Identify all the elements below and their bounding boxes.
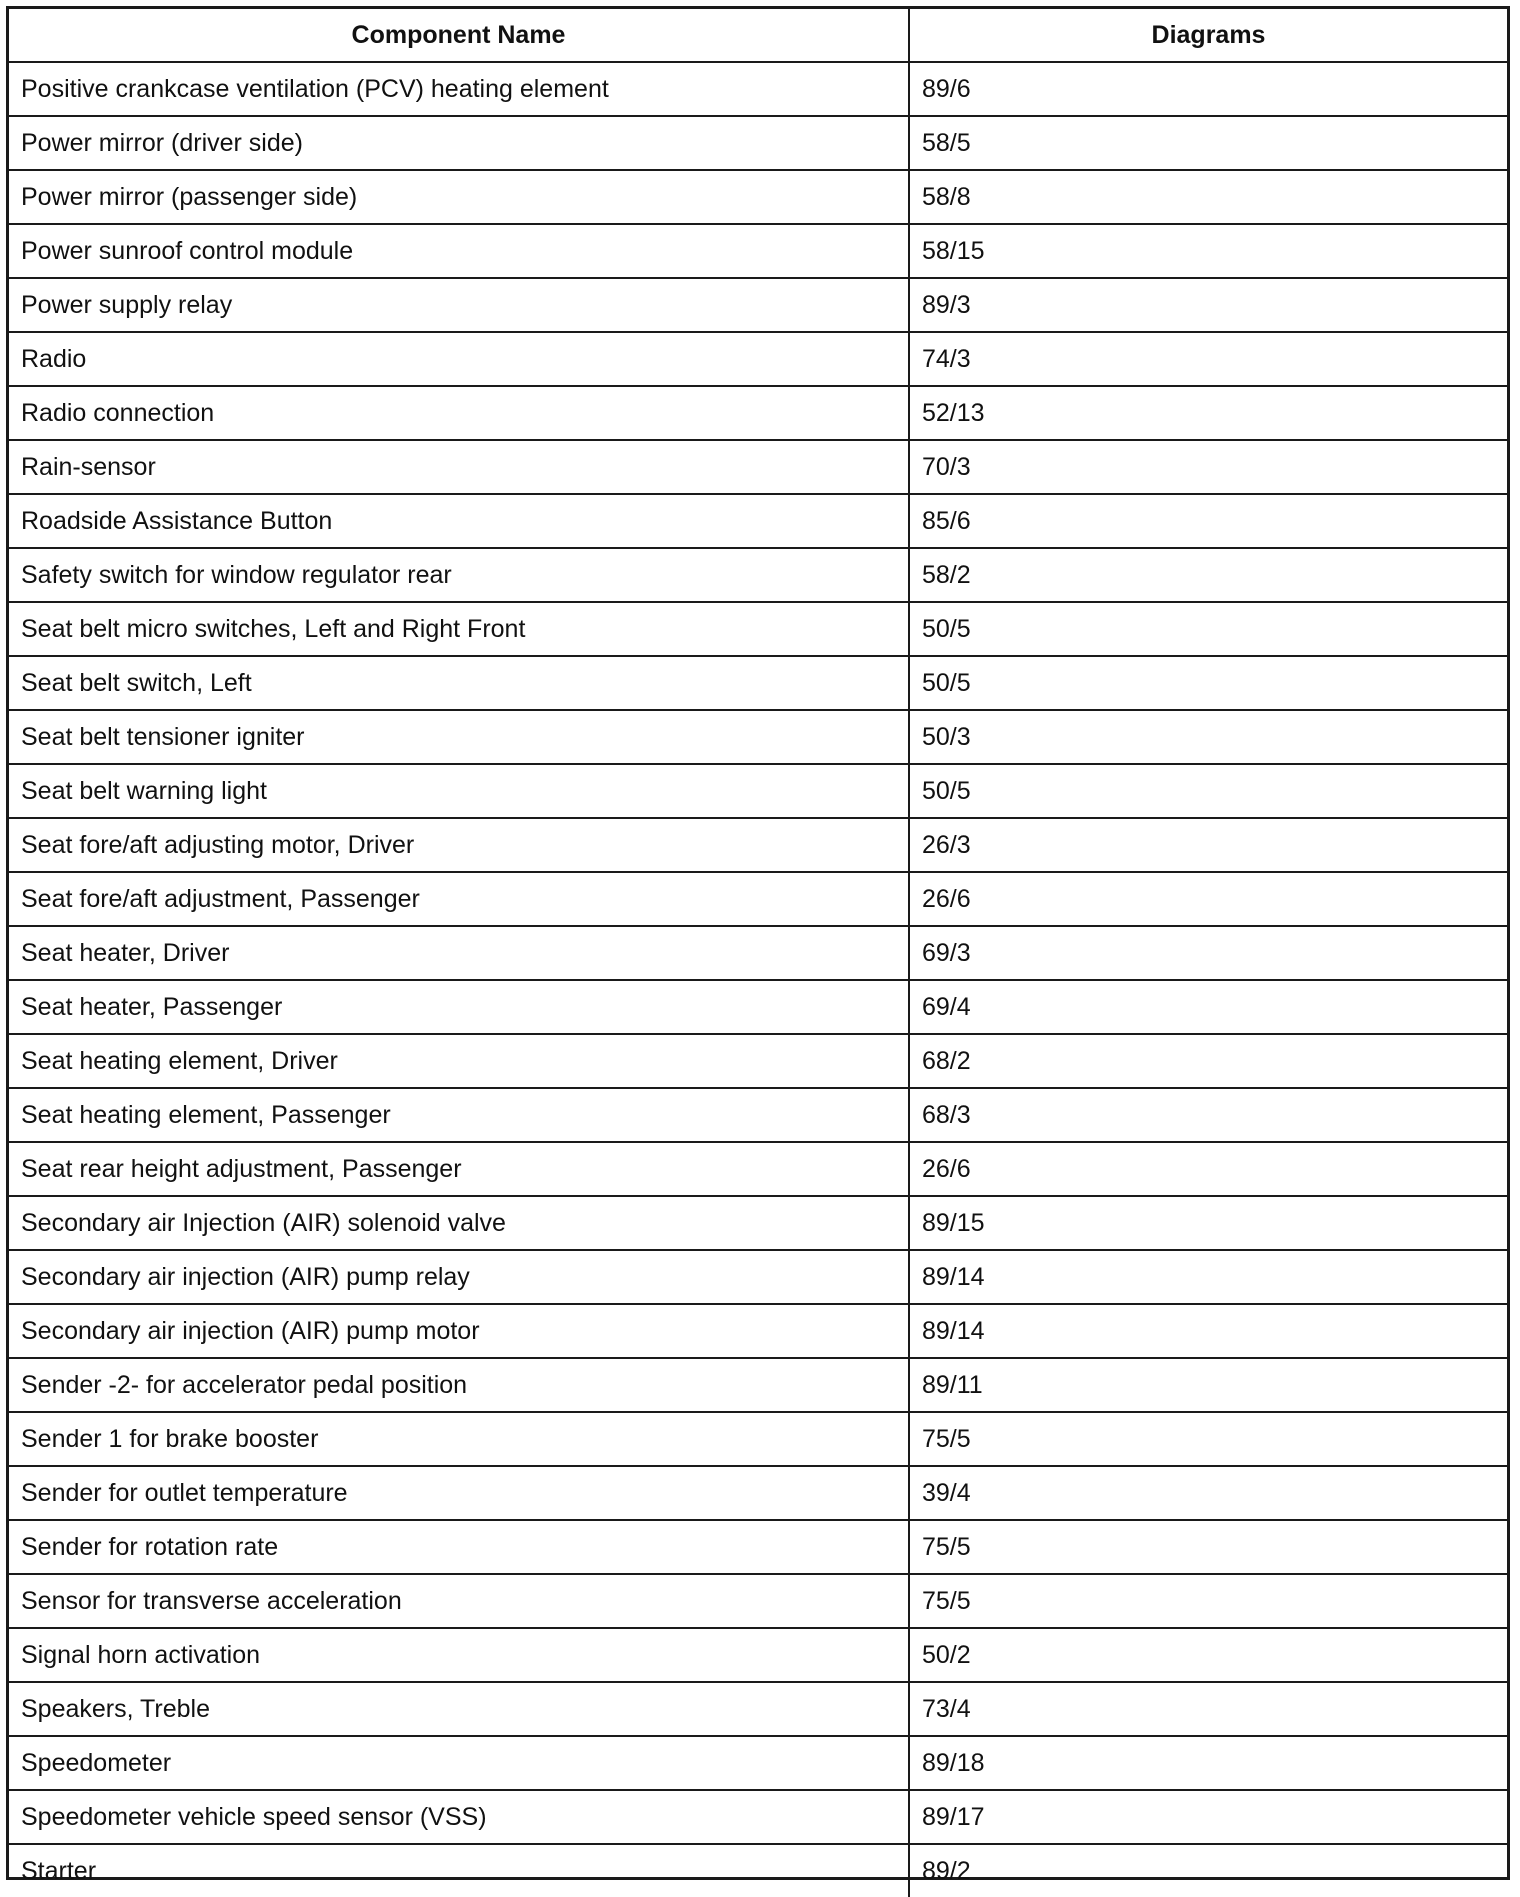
diagram-ref-cell: 26/6 (909, 1142, 1507, 1196)
diagram-ref-cell: 69/3 (909, 926, 1507, 980)
component-name-cell: Radio (9, 332, 909, 386)
diagram-ref-cell: 50/5 (909, 764, 1507, 818)
component-name-cell: Sensor for transverse acceleration (9, 1574, 909, 1628)
header-component-name: Component Name (9, 9, 909, 62)
component-name-cell: Seat heating element, Driver (9, 1034, 909, 1088)
table-row (9, 1736, 1507, 1790)
diagram-ref-cell: 58/15 (909, 224, 1507, 278)
component-name-cell: Starter (9, 1844, 909, 1897)
table-row (9, 1412, 1507, 1466)
table-row (9, 1034, 1507, 1088)
diagram-ref-cell: 85/6 (909, 494, 1507, 548)
component-name-cell: Seat belt tensioner igniter (9, 710, 909, 764)
component-name-cell: Power mirror (driver side) (9, 116, 909, 170)
diagram-ref-cell: 39/4 (909, 1466, 1507, 1520)
diagram-ref-cell: 58/2 (909, 548, 1507, 602)
table-row (9, 116, 1507, 170)
table-row (9, 440, 1507, 494)
table-row (9, 548, 1507, 602)
component-name-cell: Seat belt switch, Left (9, 656, 909, 710)
component-name-cell: Seat heating element, Passenger (9, 1088, 909, 1142)
table-row (9, 1304, 1507, 1358)
diagram-ref-cell: 26/6 (909, 872, 1507, 926)
component-name-cell: Secondary air Injection (AIR) solenoid valve (9, 1196, 909, 1250)
diagram-ref-cell: 68/3 (909, 1088, 1507, 1142)
table-row (9, 1682, 1507, 1736)
table-row (9, 764, 1507, 818)
diagram-ref-cell: 89/2 (909, 1844, 1507, 1897)
diagram-ref-cell: 58/5 (909, 116, 1507, 170)
table-row (9, 170, 1507, 224)
table-row (9, 872, 1507, 926)
table-row (9, 980, 1507, 1034)
table-row (9, 1466, 1507, 1520)
component-name-cell: Sender for rotation rate (9, 1520, 909, 1574)
diagram-ref-cell: 89/14 (909, 1304, 1507, 1358)
diagram-ref-cell: 89/6 (909, 62, 1507, 116)
component-name-cell: Sender for outlet temperature (9, 1466, 909, 1520)
diagram-ref-cell: 89/17 (909, 1790, 1507, 1844)
table-row (9, 602, 1507, 656)
diagram-ref-cell: 73/4 (909, 1682, 1507, 1736)
component-name-cell: Radio connection (9, 386, 909, 440)
table-header-row (9, 9, 1507, 62)
component-name-cell: Seat heater, Passenger (9, 980, 909, 1034)
table-body (9, 62, 1507, 1897)
table-row (9, 224, 1507, 278)
component-diagram-table (9, 9, 1507, 1897)
diagram-ref-cell: 58/8 (909, 170, 1507, 224)
component-name-cell: Secondary air injection (AIR) pump relay (9, 1250, 909, 1304)
diagram-ref-cell: 75/5 (909, 1574, 1507, 1628)
component-name-cell: Seat fore/aft adjusting motor, Driver (9, 818, 909, 872)
diagram-ref-cell: 89/14 (909, 1250, 1507, 1304)
table-row (9, 62, 1507, 116)
component-name-cell: Signal horn activation (9, 1628, 909, 1682)
table-row (9, 1088, 1507, 1142)
component-name-cell: Seat rear height adjustment, Passenger (9, 1142, 909, 1196)
table-row (9, 494, 1507, 548)
diagram-ref-cell: 70/3 (909, 440, 1507, 494)
component-name-cell: Speedometer vehicle speed sensor (VSS) (9, 1790, 909, 1844)
diagram-ref-cell: 69/4 (909, 980, 1507, 1034)
component-name-cell: Power sunroof control module (9, 224, 909, 278)
component-name-cell: Power supply relay (9, 278, 909, 332)
table-row (9, 332, 1507, 386)
component-name-cell: Seat fore/aft adjustment, Passenger (9, 872, 909, 926)
component-name-cell: Secondary air injection (AIR) pump motor (9, 1304, 909, 1358)
table-row (9, 1844, 1507, 1897)
component-name-cell: Safety switch for window regulator rear (9, 548, 909, 602)
table-row (9, 278, 1507, 332)
diagram-ref-cell: 75/5 (909, 1412, 1507, 1466)
component-name-cell: Rain-sensor (9, 440, 909, 494)
component-name-cell: Seat belt warning light (9, 764, 909, 818)
table-row (9, 818, 1507, 872)
component-diagram-table-frame (6, 6, 1510, 1885)
component-name-cell: Positive crankcase ventilation (PCV) heating element (9, 62, 909, 116)
table-row (9, 926, 1507, 980)
diagram-ref-cell: 52/13 (909, 386, 1507, 440)
component-name-cell: Sender 1 for brake booster (9, 1412, 909, 1466)
diagram-ref-cell: 50/5 (909, 656, 1507, 710)
table-row (9, 1628, 1507, 1682)
component-name-cell: Sender -2- for accelerator pedal position (9, 1358, 909, 1412)
diagram-ref-cell: 89/11 (909, 1358, 1507, 1412)
diagram-ref-cell: 89/15 (909, 1196, 1507, 1250)
component-name-cell: Speakers, Treble (9, 1682, 909, 1736)
component-name-cell: Seat belt micro switches, Left and Right Front (9, 602, 909, 656)
component-name-cell: Roadside Assistance Button (9, 494, 909, 548)
table-row (9, 1250, 1507, 1304)
table-row (9, 710, 1507, 764)
diagram-ref-cell: 50/2 (909, 1628, 1507, 1682)
diagram-ref-cell: 75/5 (909, 1520, 1507, 1574)
table-row (9, 1142, 1507, 1196)
header-diagrams: Diagrams (909, 9, 1507, 62)
table-row (9, 1196, 1507, 1250)
diagram-ref-cell: 50/5 (909, 602, 1507, 656)
table-row (9, 386, 1507, 440)
diagram-ref-cell: 68/2 (909, 1034, 1507, 1088)
table-row (9, 656, 1507, 710)
diagram-ref-cell: 26/3 (909, 818, 1507, 872)
diagram-ref-cell: 74/3 (909, 332, 1507, 386)
component-name-cell: Seat heater, Driver (9, 926, 909, 980)
diagram-ref-cell: 89/3 (909, 278, 1507, 332)
table-row (9, 1574, 1507, 1628)
table-row (9, 1358, 1507, 1412)
component-name-cell: Speedometer (9, 1736, 909, 1790)
table-row (9, 1520, 1507, 1574)
diagram-ref-cell: 50/3 (909, 710, 1507, 764)
component-name-cell: Power mirror (passenger side) (9, 170, 909, 224)
table-row (9, 1790, 1507, 1844)
diagram-ref-cell: 89/18 (909, 1736, 1507, 1790)
